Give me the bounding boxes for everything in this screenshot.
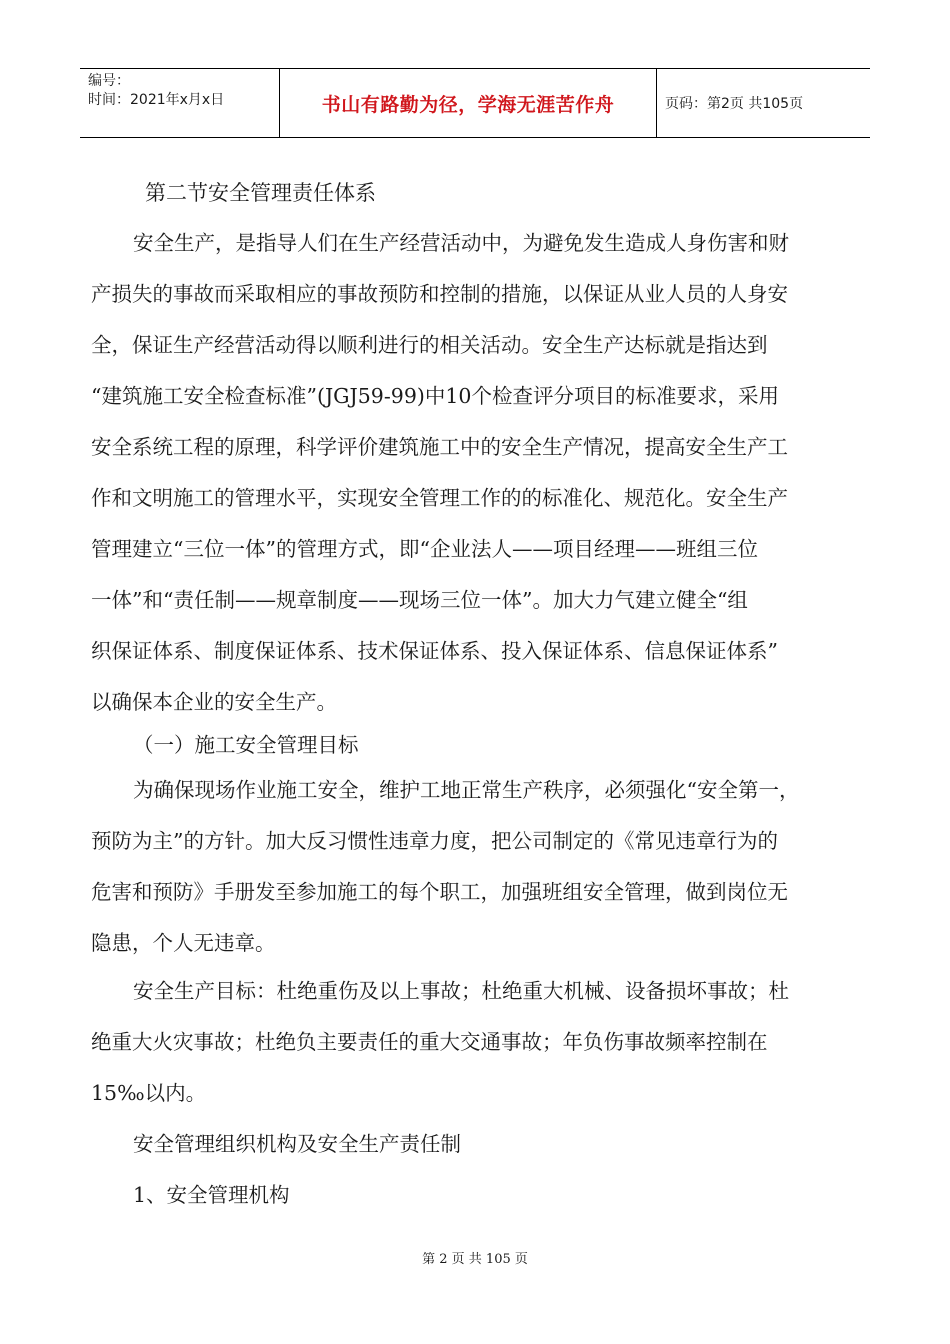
paragraph-line: 作和文明施工的管理水平，实现安全管理工作的的标准化、规范化。安全生产 (91, 486, 788, 510)
section-title: 第二节安全管理责任体系 (145, 181, 376, 205)
date-label: 时间：2021年x月x日 (88, 92, 225, 108)
paragraph-line: 产损失的事故而采取相应的事故预防和控制的措施，以保证从业人员的人身安 (91, 282, 788, 306)
paragraph-line: 织保证体系、制度保证体系、技术保证体系、投入保证体系、信息保证体系” (91, 639, 778, 663)
paragraph-line: 绝重大火灾事故；杜绝负主要责任的重大交通事故；年负伤事故频率控制在 (91, 1030, 768, 1054)
header-motto: 书山有路勤为径，学海无涯苦作舟 (280, 69, 657, 137)
header-left-cell (80, 69, 280, 137)
paragraph-1 (91, 218, 871, 728)
header-page-info: 页码：第2页 共105页 (665, 96, 804, 112)
paragraph-line: 以确保本企业的安全生产。 (91, 690, 337, 714)
page-footer: 第 2 页 共 105 页 (422, 1252, 528, 1267)
paragraph-line: 危害和预防》手册发至参加施工的每个职工，加强班组安全管理，做到岗位无 (91, 880, 788, 904)
page-header (80, 68, 870, 138)
paragraph-line: 安全生产，是指导人们在生产经营活动中，为避免发生造成人身伤害和财 (133, 231, 789, 255)
paragraph-line: “建筑施工安全检查标准”(JGJ59-99)中10个检查评分项目的标准要求，采用 (91, 384, 779, 408)
subheading-safety-agency: 1、安全管理机构 (133, 1183, 290, 1207)
paragraph-2 (91, 765, 871, 969)
paragraph-line: 15‰以内。 (91, 1081, 207, 1105)
paragraph-line: 预防为主”的方针。加大反习惯性违章力度，把公司制定的《常见违章行为的 (91, 829, 778, 853)
paragraph-line: 为确保现场作业施工安全，维护工地正常生产秩序，必须强化“安全第一， (133, 778, 800, 802)
paragraph-line: 一体”和“责任制——规章制度——现场三位一体”。加大力气建立健全“组 (91, 588, 748, 612)
subheading-safety-goal: （一）施工安全管理目标 (133, 733, 359, 757)
paragraph-line: 管理建立“三位一体”的管理方式，即“企业法人——项目经理——班组三位 (91, 537, 758, 561)
subheading-organization: 安全管理组织机构及安全生产责任制 (133, 1132, 461, 1156)
paragraph-line: 安全生产目标：杜绝重伤及以上事故；杜绝重大机械、设备损坏事故；杜 (133, 979, 789, 1003)
paragraph-3 (91, 966, 871, 1119)
serial-number-label: 编号： (88, 73, 130, 89)
paragraph-line: 全，保证生产经营活动得以顺利进行的相关活动。安全生产达标就是指达到 (91, 333, 768, 357)
paragraph-line: 隐患，个人无违章。 (91, 931, 276, 955)
paragraph-line: 安全系统工程的原理，科学评价建筑施工中的安全生产情况，提高安全生产工 (91, 435, 788, 459)
